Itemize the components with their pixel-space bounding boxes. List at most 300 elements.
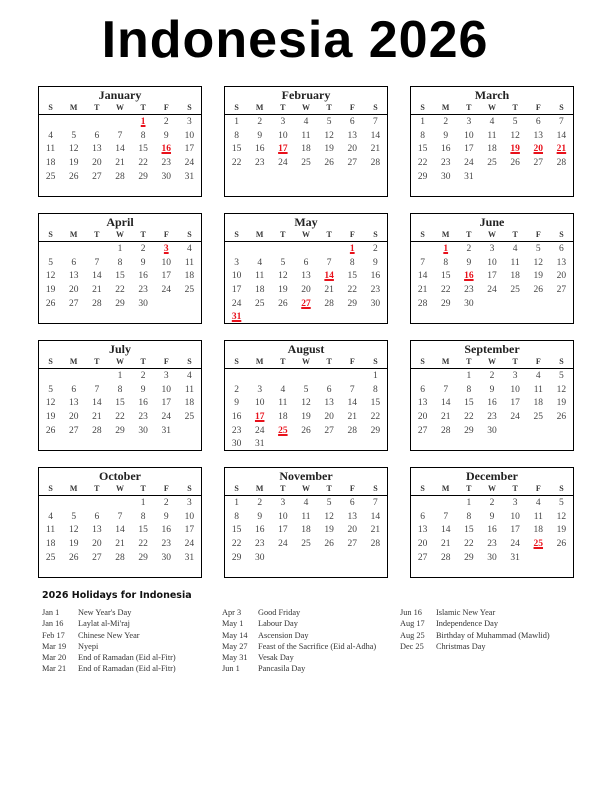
empty-cell	[364, 552, 387, 566]
date-cell: 20	[68, 412, 79, 423]
holiday-date-cell: 27	[301, 298, 311, 309]
holiday-name: Independence Day	[436, 619, 498, 629]
date-cell: 10	[254, 398, 265, 409]
month-march	[410, 86, 574, 197]
week-row	[411, 284, 573, 298]
week-row	[225, 497, 387, 511]
date-cell: 28	[440, 425, 451, 436]
weekday-header: T	[326, 103, 332, 112]
date-cell: 10	[278, 130, 288, 141]
month-april	[38, 213, 202, 324]
date-cell: 28	[92, 298, 102, 309]
date-cell: 29	[231, 552, 242, 563]
empty-cell	[318, 552, 341, 566]
date-cell: 6	[420, 511, 425, 522]
date-cell: 7	[420, 257, 425, 268]
empty-cell	[411, 370, 434, 384]
empty-cell	[457, 438, 480, 452]
month-name: February	[281, 88, 331, 102]
empty-cell	[39, 565, 62, 579]
empty-cell	[271, 370, 294, 384]
empty-cell	[39, 497, 62, 511]
date-cell: 11	[184, 384, 194, 395]
weekday-header-row	[225, 102, 387, 115]
week-row	[225, 438, 387, 452]
date-cell: 11	[255, 271, 265, 282]
week-row	[225, 130, 387, 144]
holiday-date-cell: 14	[324, 271, 334, 282]
date-cell: 8	[234, 130, 239, 141]
date-cell: 16	[161, 525, 172, 536]
week-row	[411, 311, 573, 325]
date-cell: 30	[254, 552, 265, 563]
date-cell: 2	[489, 498, 495, 508]
date-cell: 19	[533, 271, 544, 282]
empty-cell	[294, 438, 317, 452]
date-cell: 3	[512, 498, 518, 508]
weekday-header: S	[48, 103, 53, 112]
date-cell: 6	[71, 257, 77, 268]
date-cell: 14	[417, 271, 428, 282]
date-cell: 6	[349, 117, 355, 127]
empty-cell	[434, 184, 457, 198]
date-cell: 14	[92, 271, 102, 282]
weekday-header-row	[39, 102, 201, 115]
week-row	[225, 284, 387, 298]
date-cell: 28	[370, 539, 381, 550]
date-cell: 18	[278, 412, 288, 423]
empty-cell	[527, 552, 550, 566]
weekday-header-row	[39, 483, 201, 496]
date-cell: 27	[417, 552, 428, 563]
date-cell: 17	[464, 144, 474, 155]
empty-cell	[504, 298, 527, 312]
date-cell: 1	[117, 371, 123, 381]
date-cell: 21	[440, 412, 451, 423]
date-cell: 19	[68, 539, 79, 550]
weekday-header: T	[326, 357, 332, 366]
week-row	[411, 565, 573, 579]
empty-cell	[341, 184, 364, 198]
date-cell: 2	[163, 117, 169, 127]
date-cell: 4	[187, 244, 192, 254]
weekday-header: T	[94, 484, 100, 493]
date-cell: 25	[45, 552, 56, 563]
date-cell: 24	[231, 298, 242, 309]
date-cell: 15	[115, 398, 125, 409]
weekday-header: W	[487, 484, 496, 493]
weekday-header-row	[411, 102, 573, 115]
date-cell: 8	[349, 257, 355, 268]
empty-cell	[155, 565, 178, 579]
weekday-header: W	[487, 230, 496, 239]
date-cell: 7	[373, 117, 378, 127]
date-cell: 24	[510, 412, 520, 423]
empty-cell	[527, 438, 550, 452]
empty-cell	[132, 438, 155, 452]
date-cell: 3	[280, 498, 286, 508]
date-cell: 4	[303, 117, 309, 127]
date-cell: 21	[370, 525, 381, 536]
date-cell: 10	[231, 271, 242, 282]
date-cell: 21	[92, 285, 102, 296]
date-cell: 3	[512, 371, 518, 381]
week-row	[225, 511, 387, 525]
weekday-header: M	[69, 230, 78, 239]
date-cell: 4	[535, 498, 541, 508]
date-cell: 3	[234, 257, 239, 268]
date-cell: 13	[324, 398, 334, 409]
date-cell: 22	[440, 285, 451, 296]
date-cell: 28	[115, 171, 125, 182]
empty-cell	[411, 497, 434, 511]
holiday-item	[222, 618, 376, 629]
date-cell: 22	[138, 158, 148, 169]
date-cell: 8	[420, 130, 425, 141]
date-cell: 17	[231, 285, 242, 296]
holiday-date-cell: 16	[464, 271, 474, 282]
date-cell: 30	[440, 171, 451, 182]
date-cell: 30	[138, 298, 148, 309]
week-row	[39, 552, 201, 566]
date-cell: 15	[440, 271, 451, 282]
empty-cell	[62, 311, 85, 325]
weekday-header: M	[69, 103, 78, 112]
date-cell: 23	[138, 412, 148, 423]
date-cell: 12	[510, 130, 520, 141]
empty-cell	[480, 438, 503, 452]
week-row	[39, 143, 201, 157]
date-cell: 22	[347, 285, 358, 296]
date-cell: 6	[303, 257, 309, 268]
holiday-date-cell: 20	[533, 144, 544, 155]
empty-cell	[480, 298, 503, 312]
date-cell: 31	[464, 171, 474, 182]
empty-cell	[550, 438, 573, 452]
empty-cell	[294, 565, 317, 579]
holiday-item	[222, 630, 376, 641]
date-cell: 16	[487, 525, 497, 536]
date-cell: 22	[464, 412, 474, 423]
date-cell: 19	[45, 285, 56, 296]
date-cell: 4	[48, 511, 53, 522]
week-row	[225, 425, 387, 439]
holiday-item	[42, 663, 176, 674]
date-cell: 22	[370, 412, 381, 423]
holiday-date: Apr 3	[222, 608, 242, 617]
week-row	[225, 397, 387, 411]
empty-cell	[85, 243, 108, 257]
date-cell: 13	[301, 271, 311, 282]
empty-cell	[178, 184, 201, 198]
empty-cell	[434, 565, 457, 579]
empty-cell	[178, 438, 201, 452]
date-cell: 28	[324, 298, 334, 309]
date-cell: 26	[301, 425, 311, 436]
weekday-header: W	[301, 230, 310, 239]
empty-cell	[108, 184, 131, 198]
empty-cell	[85, 497, 108, 511]
week-row	[225, 143, 387, 157]
empty-cell	[178, 565, 201, 579]
holiday-item	[400, 607, 550, 618]
empty-cell	[318, 370, 341, 384]
date-cell: 25	[184, 285, 195, 296]
date-cell: 18	[533, 398, 544, 409]
date-cell: 2	[443, 117, 449, 127]
weekday-header: M	[69, 357, 78, 366]
week-row	[225, 171, 387, 185]
weekday-header: F	[349, 103, 355, 112]
date-cell: 18	[254, 285, 265, 296]
weekday-header: M	[69, 484, 78, 493]
date-cell: 27	[347, 539, 358, 550]
holiday-name: End of Ramadan (Eid al-Fitr)	[78, 664, 176, 674]
date-cell: 8	[443, 257, 449, 268]
holiday-name: Feast of the Sacrifice (Eid al-Adha)	[258, 641, 377, 651]
weekday-header: M	[255, 103, 264, 112]
date-cell: 10	[464, 130, 474, 141]
weekday-header: M	[441, 230, 450, 239]
weekday-header: T	[140, 103, 146, 112]
date-cell: 23	[138, 285, 148, 296]
empty-cell	[318, 171, 341, 185]
empty-cell	[62, 370, 85, 384]
weekday-header: T	[94, 230, 100, 239]
date-cell: 16	[487, 398, 497, 409]
date-cell: 12	[68, 144, 79, 155]
week-row	[39, 171, 201, 185]
date-cell: 28	[115, 552, 125, 563]
date-cell: 14	[556, 130, 567, 141]
date-cell: 4	[303, 498, 309, 508]
weekday-header: F	[163, 230, 169, 239]
date-cell: 7	[443, 511, 449, 522]
date-cell: 1	[117, 244, 123, 254]
empty-cell	[85, 438, 108, 452]
date-cell: 10	[184, 511, 195, 522]
empty-cell	[108, 438, 131, 452]
date-cell: 10	[510, 384, 520, 395]
date-cell: 12	[533, 257, 544, 268]
holiday-date: May 14	[222, 630, 248, 640]
date-cell: 8	[140, 511, 146, 522]
date-cell: 17	[487, 271, 497, 282]
date-cell: 29	[464, 425, 474, 436]
date-cell: 15	[464, 398, 474, 409]
date-cell: 3	[257, 384, 263, 395]
weekday-header: T	[512, 230, 518, 239]
week-row	[39, 384, 201, 398]
date-cell: 9	[234, 398, 239, 409]
holiday-date: May 31	[222, 653, 248, 663]
date-cell: 18	[45, 539, 56, 550]
empty-cell	[248, 565, 271, 579]
week-row	[225, 257, 387, 271]
holiday-item	[42, 652, 176, 663]
date-cell: 21	[370, 144, 381, 155]
holiday-item	[42, 618, 176, 629]
holiday-name: Ascension Day	[258, 630, 309, 640]
empty-cell	[411, 184, 434, 198]
holiday-name: End of Ramadan (Eid al-Fitr)	[78, 653, 176, 663]
month-name: May	[294, 215, 318, 229]
date-cell: 19	[45, 412, 56, 423]
date-cell: 23	[487, 412, 497, 423]
empty-cell	[341, 438, 364, 452]
date-cell: 21	[347, 412, 358, 423]
date-cell: 30	[161, 552, 172, 563]
month-october	[38, 467, 202, 578]
holiday-name: New Year's Day	[78, 608, 132, 617]
week-row	[411, 411, 573, 425]
week-row	[39, 116, 201, 130]
holiday-item	[400, 618, 550, 629]
date-cell: 31	[184, 552, 195, 563]
date-cell: 30	[464, 298, 474, 309]
week-row	[225, 270, 387, 284]
week-row	[39, 270, 201, 284]
date-cell: 29	[417, 171, 428, 182]
weekday-header: T	[466, 484, 472, 493]
date-cell: 25	[533, 412, 544, 423]
empty-cell	[225, 171, 248, 185]
holiday-date: Dec 25	[400, 641, 424, 651]
empty-cell	[504, 425, 527, 439]
week-row	[411, 116, 573, 130]
date-cell: 20	[324, 412, 334, 423]
date-cell: 27	[417, 425, 428, 436]
date-cell: 14	[370, 130, 381, 141]
date-cell: 12	[45, 398, 56, 409]
date-cell: 31	[184, 171, 195, 182]
weekday-header: F	[535, 103, 541, 112]
date-cell: 15	[464, 525, 474, 536]
date-cell: 13	[417, 525, 428, 536]
weekday-header: F	[349, 484, 355, 493]
empty-cell	[225, 565, 248, 579]
date-cell: 20	[92, 158, 102, 169]
date-cell: 4	[489, 117, 495, 127]
empty-cell	[527, 298, 550, 312]
date-cell: 3	[466, 117, 472, 127]
empty-cell	[457, 311, 480, 325]
date-cell: 9	[140, 257, 146, 268]
empty-cell	[85, 184, 108, 198]
holiday-date: Feb 17	[42, 630, 65, 640]
date-cell: 6	[94, 130, 100, 141]
date-cell: 11	[301, 511, 311, 522]
weekday-header: T	[140, 484, 146, 493]
date-cell: 24	[278, 158, 288, 169]
empty-cell	[550, 552, 573, 566]
date-cell: 15	[231, 525, 242, 536]
weekday-header: F	[535, 484, 541, 493]
weekday-header: F	[349, 357, 355, 366]
date-cell: 2	[466, 244, 472, 254]
date-cell: 13	[347, 511, 358, 522]
date-cell: 17	[184, 144, 195, 155]
holiday-name: Pancasila Day	[258, 664, 306, 674]
date-cell: 17	[161, 271, 172, 282]
holiday-name: Good Friday	[258, 608, 301, 617]
date-cell: 27	[92, 171, 102, 182]
month-name: September	[464, 342, 520, 356]
date-cell: 8	[234, 511, 239, 522]
weekday-header: F	[349, 230, 355, 239]
empty-cell	[364, 171, 387, 185]
date-cell: 15	[115, 271, 125, 282]
date-cell: 13	[68, 398, 79, 409]
week-row	[411, 524, 573, 538]
weekday-header: S	[187, 230, 192, 239]
date-cell: 8	[117, 384, 123, 395]
weekday-header: S	[420, 230, 425, 239]
empty-cell	[155, 184, 178, 198]
holiday-name: Christmas Day	[436, 641, 486, 651]
date-cell: 28	[92, 425, 102, 436]
empty-cell	[155, 438, 178, 452]
empty-cell	[271, 438, 294, 452]
date-cell: 30	[231, 439, 242, 450]
date-cell: 30	[138, 425, 148, 436]
date-cell: 3	[187, 498, 192, 508]
date-cell: 9	[257, 130, 263, 141]
holiday-name: Laylat al-Mi'raj	[78, 619, 130, 629]
weekday-header: W	[301, 484, 310, 493]
week-row	[411, 497, 573, 511]
date-cell: 12	[324, 130, 334, 141]
empty-cell	[527, 311, 550, 325]
week-row	[39, 184, 201, 198]
weekday-header: S	[187, 484, 192, 493]
date-cell: 17	[278, 525, 288, 536]
empty-cell	[550, 171, 573, 185]
holiday-item	[400, 641, 550, 652]
date-cell: 1	[420, 117, 425, 127]
date-cell: 30	[161, 171, 172, 182]
empty-cell	[271, 243, 294, 257]
date-cell: 2	[257, 498, 263, 508]
weekday-header: T	[466, 230, 472, 239]
empty-cell	[248, 311, 271, 325]
date-cell: 21	[92, 412, 102, 423]
week-row	[411, 511, 573, 525]
empty-cell	[132, 311, 155, 325]
holiday-item	[400, 630, 550, 641]
week-row	[411, 130, 573, 144]
date-cell: 2	[257, 117, 263, 127]
date-cell: 1	[373, 371, 378, 381]
date-cell: 22	[138, 539, 148, 550]
date-cell: 31	[510, 552, 520, 563]
empty-cell	[62, 243, 85, 257]
month-name: August	[287, 342, 325, 356]
date-cell: 30	[487, 552, 497, 563]
date-cell: 15	[138, 525, 148, 536]
date-cell: 14	[440, 525, 451, 536]
date-cell: 10	[510, 511, 520, 522]
date-cell: 8	[373, 384, 378, 395]
page-title: Indonesia 2026	[101, 11, 489, 69]
date-cell: 22	[115, 285, 125, 296]
empty-cell	[480, 171, 503, 185]
date-cell: 7	[94, 384, 100, 395]
date-cell: 11	[184, 257, 194, 268]
date-cell: 12	[68, 525, 79, 536]
weekday-header: W	[115, 103, 124, 112]
weekday-header: S	[420, 484, 425, 493]
